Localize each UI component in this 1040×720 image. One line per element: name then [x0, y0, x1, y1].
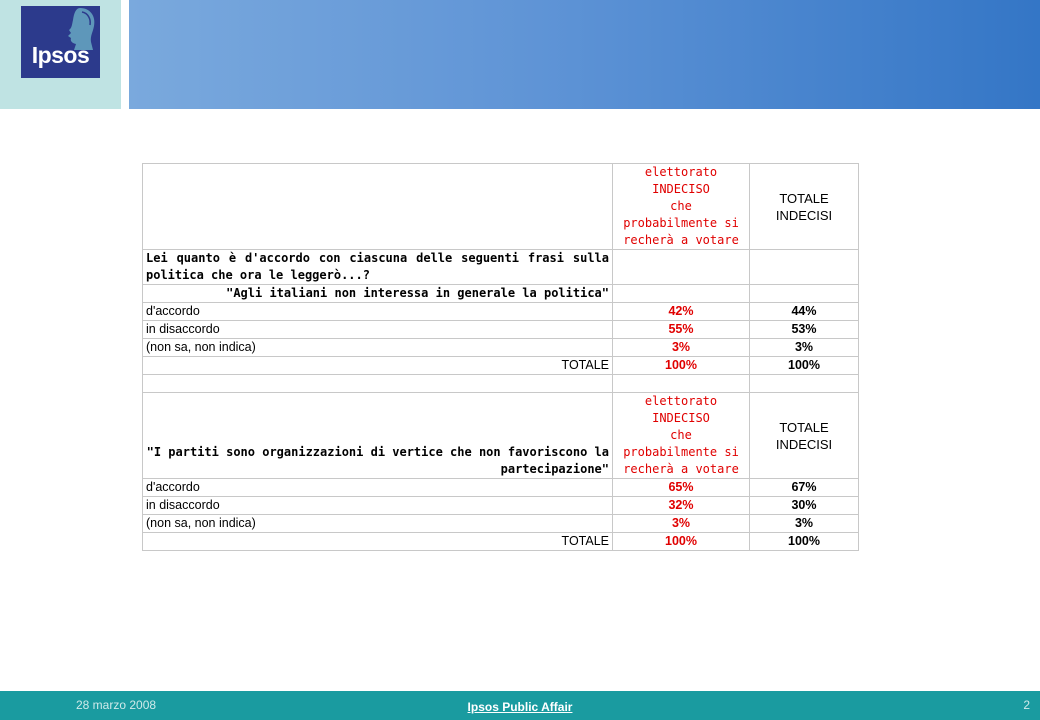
footer-link[interactable]: Ipsos Public Affair [467, 700, 573, 714]
table-row [143, 497, 859, 515]
empty-cell [750, 375, 859, 393]
col-header-line: probabilmente si [623, 445, 739, 459]
value-indecisi-votanti: 3% [613, 515, 750, 533]
value-totale: 3% [750, 339, 859, 357]
col-header-line: che [670, 428, 692, 442]
row-label: in disaccordo [143, 497, 613, 515]
row-label-total: TOTALE [143, 533, 613, 551]
row-label: in disaccordo [143, 321, 613, 339]
value-totale: 3% [750, 515, 859, 533]
logo-panel [0, 0, 121, 109]
survey-table [142, 163, 859, 551]
value-indecisi-votanti: 3% [613, 339, 750, 357]
col-header-totale-indecisi [750, 164, 859, 250]
page-number: 2 [1023, 698, 1030, 712]
value-totale: 100% [750, 357, 859, 375]
row-label: (non sa, non indica) [143, 515, 613, 533]
col-header-line: INDECISI [775, 207, 833, 223]
value-indecisi-votanti: 55% [613, 321, 750, 339]
table-row [143, 357, 859, 375]
row-label: (non sa, non indica) [143, 339, 613, 357]
table-row [143, 339, 859, 357]
value-indecisi-votanti: 42% [613, 303, 750, 321]
value-indecisi-votanti: 100% [613, 357, 750, 375]
empty-cell [143, 375, 613, 393]
header-empty-cell [143, 164, 613, 250]
col-header-line: INDECISO [652, 182, 710, 196]
statement-1: "Agli italiani non interessa in generale la politica" [143, 285, 613, 303]
table-row [143, 321, 859, 339]
statement-row [143, 285, 859, 303]
value-indecisi-votanti: 100% [613, 533, 750, 551]
footer-date: 28 marzo 2008 [76, 698, 157, 712]
question-intro: Lei quanto è d'accordo con ciascuna delle seguenti frasi sulla politica che ora le leggerò...? [143, 250, 613, 285]
table-row [143, 533, 859, 551]
row-label: d'accordo [143, 479, 613, 497]
col-header-line: recherà a votare [623, 233, 739, 247]
value-totale: 53% [750, 321, 859, 339]
value-totale: 44% [750, 303, 859, 321]
ipsos-logo [21, 6, 100, 78]
empty-cell [613, 375, 750, 393]
row-label-total: TOTALE [143, 357, 613, 375]
logo-text: Ipsos [31, 42, 90, 68]
empty-cell [613, 250, 750, 285]
statement-2: "I partiti sono organizzazioni di vertice che non favoriscono la partecipazione" [143, 393, 613, 479]
col-header-indecisi-votanti [613, 164, 750, 250]
header-banner [129, 0, 1040, 109]
table-row [143, 515, 859, 533]
spacer-row [143, 375, 859, 393]
table-header-row [143, 164, 859, 250]
value-totale: 30% [750, 497, 859, 515]
value-indecisi-votanti: 65% [613, 479, 750, 497]
col-header-totale-indecisi [750, 393, 859, 479]
col-header-line: INDECISO [652, 411, 710, 425]
value-indecisi-votanti: 32% [613, 497, 750, 515]
col-header-line: che [670, 199, 692, 213]
row-label: d'accordo [143, 303, 613, 321]
table-row [143, 479, 859, 497]
empty-cell [750, 285, 859, 303]
col-header-line: INDECISI [775, 436, 833, 452]
col-header-indecisi-votanti [613, 393, 750, 479]
col-header-line: elettorato [644, 165, 718, 179]
footer-bar [0, 691, 1040, 720]
section-2-header-row [143, 393, 859, 479]
value-totale: 100% [750, 533, 859, 551]
col-header-line: recherà a votare [623, 462, 739, 476]
col-header-line: TOTALE [779, 419, 829, 435]
value-totale: 67% [750, 479, 859, 497]
col-header-line: probabilmente si [623, 216, 739, 230]
col-header-line: elettorato [644, 394, 718, 408]
col-header-line: TOTALE [779, 190, 829, 206]
empty-cell [750, 250, 859, 285]
table-row [143, 303, 859, 321]
question-row [143, 250, 859, 285]
empty-cell [613, 285, 750, 303]
